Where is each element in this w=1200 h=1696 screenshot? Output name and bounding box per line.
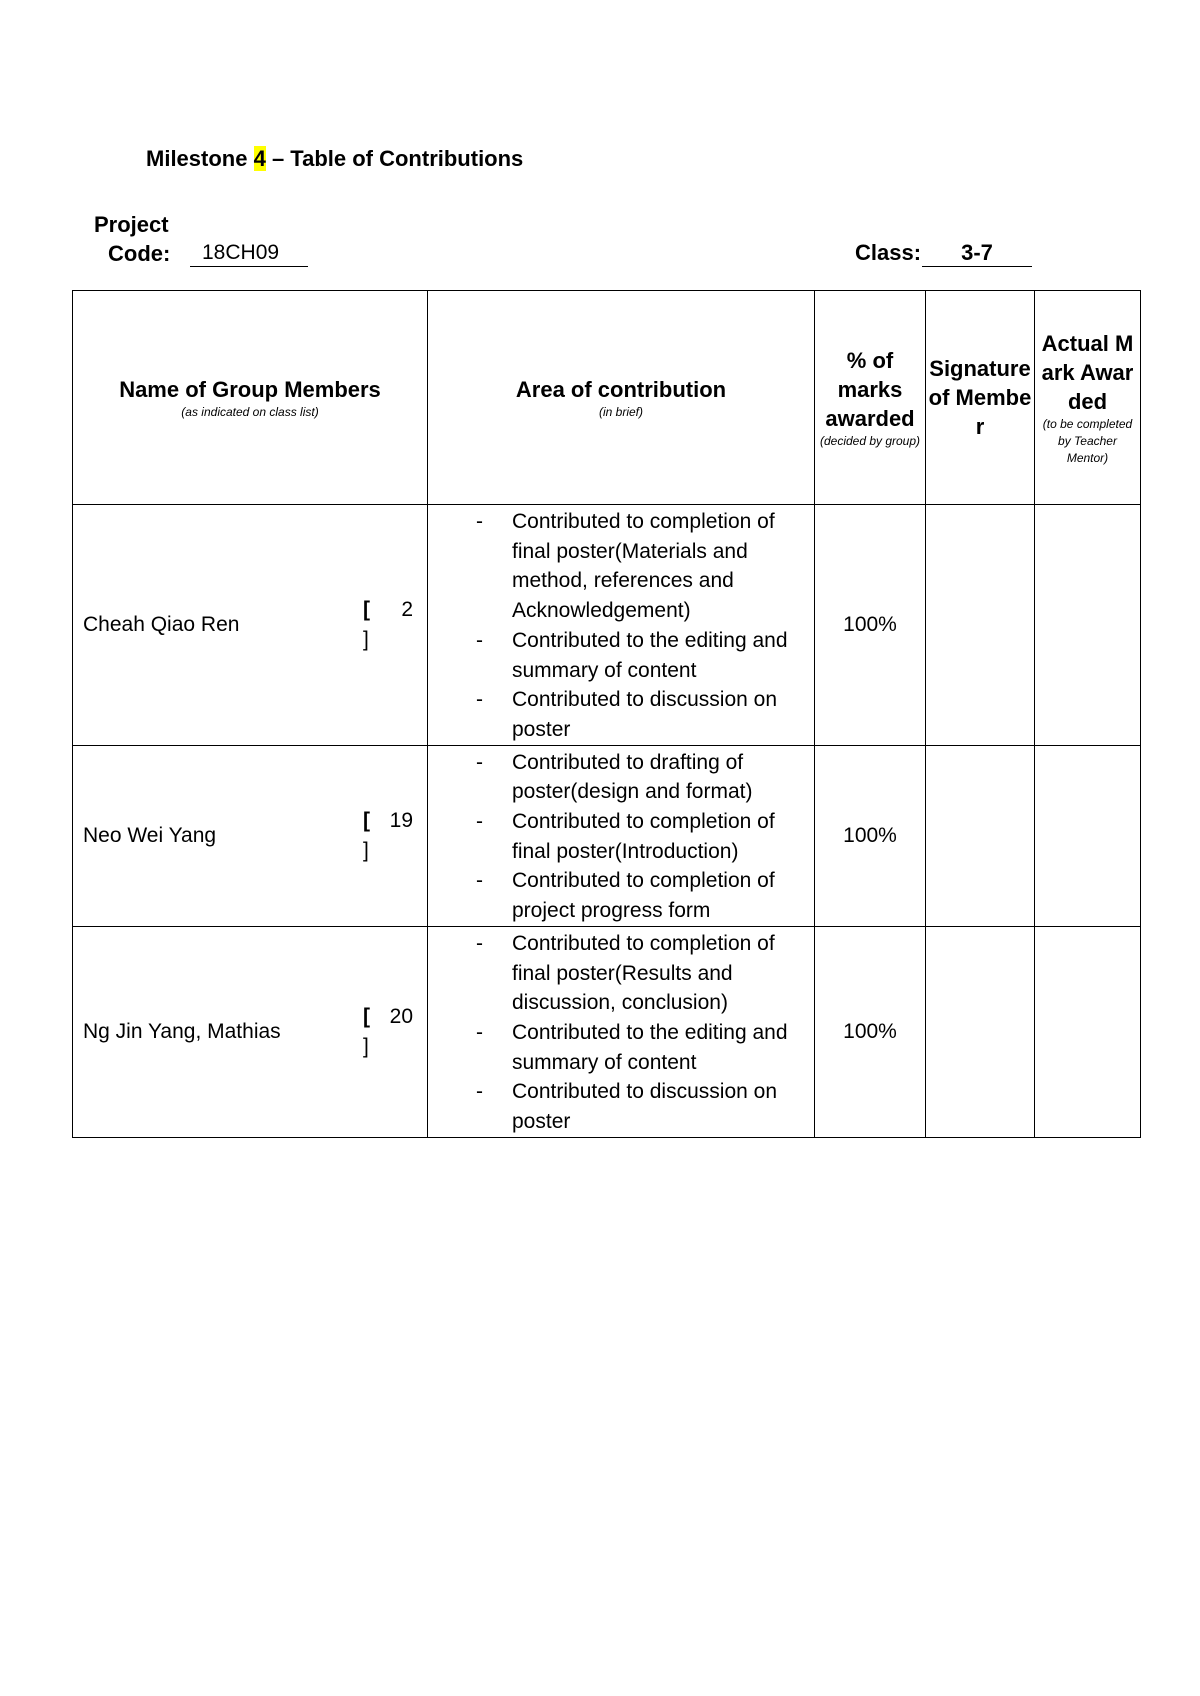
member-name: Ng Jin Yang, Mathias (83, 1019, 281, 1043)
milestone-number: 4 (253, 146, 266, 171)
bracket-open: [ (363, 1004, 370, 1028)
contributions-table (72, 290, 1141, 1138)
signature-cell[interactable] (926, 926, 1035, 1137)
contribution-cell (428, 505, 815, 746)
signature-cell[interactable] (926, 505, 1035, 746)
percent-cell: 100% (815, 926, 926, 1137)
header-actual-mark (1035, 291, 1141, 505)
bracket-open: [ (363, 597, 370, 621)
contribution-item: - Contributed to discussion on poster (512, 685, 808, 744)
header-name-note: (as indicated on class list) (181, 404, 319, 419)
bracket-close: ] (363, 627, 369, 651)
signature-cell[interactable] (926, 745, 1035, 926)
header-actual-label: Actual Mark Awarded (1041, 330, 1134, 414)
header-actual-note: (to be completed by Teacher Mentor) (1042, 416, 1133, 465)
percent-cell: 100% (815, 745, 926, 926)
actual-mark-cell[interactable] (1035, 926, 1141, 1137)
contribution-list (428, 927, 814, 1137)
contribution-list (428, 505, 814, 745)
contribution-item: - Contributed to drafting of poster(design and format) (512, 748, 808, 807)
header-percent (815, 291, 926, 505)
class-field[interactable]: 3-7 (922, 240, 1032, 267)
contribution-item: - Contributed to discussion on poster (512, 1077, 808, 1136)
member-index (363, 806, 413, 866)
actual-mark-cell[interactable] (1035, 745, 1141, 926)
index-number: 20 (389, 1004, 413, 1028)
member-name: Neo Wei Yang (83, 823, 217, 847)
class-label: Class: (855, 240, 922, 265)
member-name-cell (73, 926, 428, 1137)
title-suffix: – Table of Contributions (265, 146, 524, 171)
table-row (73, 926, 1141, 1137)
member-name-cell (73, 745, 428, 926)
header-percent-label: % of marks awarded (825, 347, 915, 431)
member-name-cell (73, 505, 428, 746)
member-name: Cheah Qiao Ren (83, 612, 240, 636)
table-row (73, 745, 1141, 926)
page-title (146, 146, 523, 172)
header-area-label: Area of contribution (515, 376, 727, 402)
member-index (363, 1002, 413, 1062)
header-row (73, 291, 1141, 505)
contribution-cell (428, 745, 815, 926)
header-name-label: Name of Group Members (119, 376, 381, 402)
contribution-item: - Contributed to the editing and summary of content (512, 1018, 808, 1077)
table-row (73, 505, 1141, 746)
project-code-label (94, 210, 170, 268)
index-number: 2 (401, 597, 413, 621)
header-percent-note: (decided by group) (819, 433, 921, 448)
contribution-cell (428, 926, 815, 1137)
contribution-item: - Contributed to completion of project progress form (512, 866, 808, 925)
contribution-item: - Contributed to completion of final poster(Results and discussion, conclusion) (512, 929, 808, 1018)
contribution-item: - Contributed to completion of final poster(Introduction) (512, 807, 808, 866)
actual-mark-cell[interactable] (1035, 505, 1141, 746)
project-label-line2: Code: (108, 241, 171, 266)
project-label-line1: Project (94, 212, 169, 237)
bracket-close: ] (363, 1034, 369, 1058)
index-number: 19 (389, 808, 413, 832)
bracket-close: ] (363, 838, 369, 862)
header-area (428, 291, 815, 505)
title-prefix: Milestone (146, 146, 254, 171)
percent-cell: 100% (815, 505, 926, 746)
header-area-note: (in brief) (598, 404, 643, 419)
contribution-list (428, 746, 814, 926)
member-index (363, 595, 413, 655)
contribution-item: - Contributed to completion of final poster(Materials and method, references and Acknowledgement) (512, 507, 808, 626)
header-signature (926, 291, 1035, 505)
bracket-open: [ (363, 808, 370, 832)
contribution-item: - Contributed to the editing and summary of content (512, 626, 808, 685)
header-name (73, 291, 428, 505)
project-code-field[interactable]: 18CH09 (190, 240, 308, 267)
header-signature-label: Signature of Member (928, 356, 1032, 439)
